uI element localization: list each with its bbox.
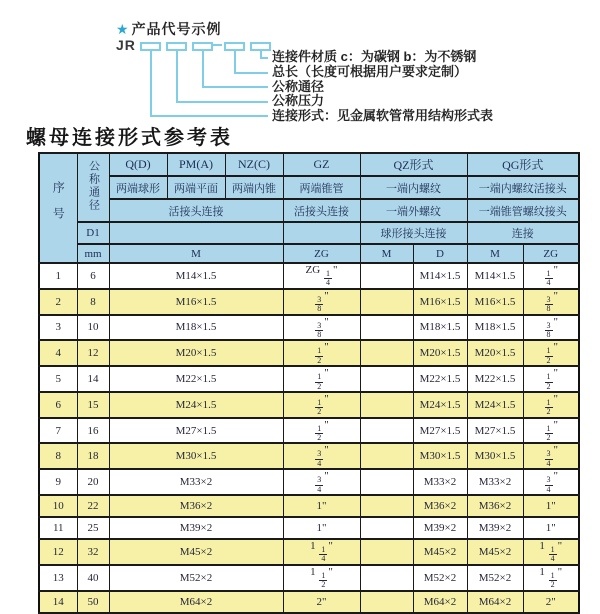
code-box-5 <box>250 42 271 51</box>
cell-qz-m <box>360 469 413 495</box>
cell-qz-d: M30×1.5 <box>413 443 467 469</box>
header-desc-gz: 两端锥管 <box>283 176 360 199</box>
cell-qz-d: M64×2 <box>413 591 467 613</box>
code-box-1 <box>140 42 161 51</box>
header-d1-connect: 连接 <box>467 222 579 244</box>
cell-qz-d: M36×2 <box>413 495 467 517</box>
table-row <box>39 591 579 613</box>
header-d1-empty-gz <box>283 222 360 244</box>
cell-thread-m: M14×1.5 <box>109 263 283 289</box>
cell-qg-zg: $\frac{1}{4}$ " <box>523 263 579 289</box>
cell-dn-mm: 12 <box>77 340 109 366</box>
cell-qg-m: M22×1.5 <box>467 366 523 392</box>
header-row-thread-cols <box>39 244 579 263</box>
cell-qg-m: M20×1.5 <box>467 340 523 366</box>
table-row <box>39 340 579 366</box>
cell-qz-d: M52×2 <box>413 565 467 591</box>
header-col-m-main: M <box>109 244 283 263</box>
cell-seq: 11 <box>39 517 77 539</box>
cell-qz-m <box>360 366 413 392</box>
cell-seq: 12 <box>39 539 77 565</box>
code-box-2 <box>166 42 187 51</box>
cell-gz-zg: $\frac{1}{2}$ " <box>283 340 360 366</box>
header-col-d-qz: D <box>413 244 467 263</box>
cell-qg-zg: $\frac{1}{2}$ " <box>523 392 579 418</box>
leader-line <box>150 115 268 117</box>
cell-qg-zg: 1" <box>523 517 579 539</box>
cell-qg-m: M27×1.5 <box>467 418 523 444</box>
cell-dn-mm: 22 <box>77 495 109 517</box>
cell-gz-zg: $\frac{3}{8}$ " <box>283 289 360 315</box>
code-box-4 <box>224 42 245 51</box>
header-desc-pma: 两端平面 <box>167 176 225 199</box>
leader-line <box>176 101 268 103</box>
cell-dn-mm: 18 <box>77 443 109 469</box>
header-desc-qd: 两端球形 <box>109 176 167 199</box>
cell-qg-zg: $\frac{3}{4}$ " <box>523 469 579 495</box>
cell-seq: 2 <box>39 289 77 315</box>
cell-gz-zg: ZG $\frac{1}{4}$ " <box>283 263 360 289</box>
leader-line <box>260 57 268 59</box>
header-d1-empty-left <box>109 222 283 244</box>
table-row <box>39 315 579 341</box>
product-code-heading-text: 产品代号示例 <box>131 21 222 37</box>
table-row <box>39 517 579 539</box>
table-row <box>39 539 579 565</box>
cell-dn-mm: 14 <box>77 366 109 392</box>
table-row <box>39 289 579 315</box>
cell-thread-m: M64×2 <box>109 591 283 613</box>
header-conn-qz: 一端外螺纹 <box>360 199 467 222</box>
cell-qg-zg: $\frac{1}{2}$ " <box>523 366 579 392</box>
cell-gz-zg: $\frac{3}{4}$ " <box>283 469 360 495</box>
header-mm-label: mm <box>77 244 109 263</box>
header-col-m-qg: M <box>467 244 523 263</box>
cell-qz-m <box>360 340 413 366</box>
cell-qg-zg: 2" <box>523 591 579 613</box>
header-desc-qz: 一端内螺纹 <box>360 176 467 199</box>
table-row <box>39 495 579 517</box>
header-form-nzc: NZ(C) <box>225 153 283 176</box>
cell-qz-m <box>360 443 413 469</box>
cell-seq: 13 <box>39 565 77 591</box>
cell-thread-m: M33×2 <box>109 469 283 495</box>
cell-qg-zg: 1 $\frac{1}{2}$ " <box>523 565 579 591</box>
cell-qg-m: M30×1.5 <box>467 443 523 469</box>
cell-gz-zg: $\frac{1}{2}$ " <box>283 392 360 418</box>
cell-qz-d: M39×2 <box>413 517 467 539</box>
leader-line <box>202 51 204 88</box>
header-nominal-diameter: 公称通径 <box>77 153 109 222</box>
header-seq: 序号 <box>39 153 77 263</box>
cell-qz-d: M18×1.5 <box>413 315 467 341</box>
cell-qz-m <box>360 315 413 341</box>
cell-qz-d: M24×1.5 <box>413 392 467 418</box>
leader-line <box>202 86 268 88</box>
cell-dn-mm: 6 <box>77 263 109 289</box>
cell-thread-m: M27×1.5 <box>109 418 283 444</box>
cell-qg-zg: $\frac{1}{2}$ " <box>523 340 579 366</box>
table-row <box>39 469 579 495</box>
cell-qg-m: M36×2 <box>467 495 523 517</box>
cell-qg-zg: $\frac{1}{2}$ " <box>523 418 579 444</box>
cell-qz-m <box>360 517 413 539</box>
cell-qg-m: M52×2 <box>467 565 523 591</box>
cell-seq: 14 <box>39 591 77 613</box>
cell-gz-zg: 1 $\frac{1}{2}$ " <box>283 565 360 591</box>
table-body <box>39 263 579 613</box>
cell-seq: 9 <box>39 469 77 495</box>
cell-dn-mm: 40 <box>77 565 109 591</box>
cell-qz-m <box>360 392 413 418</box>
cell-qg-m: M64×2 <box>467 591 523 613</box>
header-conn-union: 活接头连接 <box>109 199 283 222</box>
cell-thread-m: M30×1.5 <box>109 443 283 469</box>
code-label-length: 总长（长度可根据用户要求定制） <box>272 64 468 79</box>
cell-qz-m <box>360 495 413 517</box>
cell-gz-zg: 1" <box>283 495 360 517</box>
leader-line <box>176 51 178 103</box>
header-form-qd: Q(D) <box>109 153 167 176</box>
cell-qz-m <box>360 263 413 289</box>
cell-qz-d: M14×1.5 <box>413 263 467 289</box>
cell-qg-m: M39×2 <box>467 517 523 539</box>
cell-qz-d: M16×1.5 <box>413 289 467 315</box>
cell-seq: 3 <box>39 315 77 341</box>
cell-dn-mm: 20 <box>77 469 109 495</box>
table-row <box>39 392 579 418</box>
cell-qz-d: M45×2 <box>413 539 467 565</box>
cell-qz-m <box>360 565 413 591</box>
header-d1-ball-joint: 球形接头连接 <box>360 222 467 244</box>
cell-dn-mm: 15 <box>77 392 109 418</box>
cell-dn-mm: 10 <box>77 315 109 341</box>
cell-dn-mm: 50 <box>77 591 109 613</box>
cell-qg-m: M24×1.5 <box>467 392 523 418</box>
code-box-3 <box>192 42 213 51</box>
cell-qg-m: M16×1.5 <box>467 289 523 315</box>
leader-line <box>234 51 236 74</box>
header-conn-qg: 一端锥管螺纹接头 <box>467 199 579 222</box>
cell-qg-m: M18×1.5 <box>467 315 523 341</box>
cell-thread-m: M22×1.5 <box>109 366 283 392</box>
cell-thread-m: M18×1.5 <box>109 315 283 341</box>
code-dash <box>213 44 222 46</box>
cell-thread-m: M20×1.5 <box>109 340 283 366</box>
cell-qz-m <box>360 539 413 565</box>
table-row <box>39 366 579 392</box>
cell-qz-d: M22×1.5 <box>413 366 467 392</box>
header-conn-gz: 活接头连接 <box>283 199 360 222</box>
cell-gz-zg: $\frac{1}{2}$ " <box>283 418 360 444</box>
table-row <box>39 443 579 469</box>
code-label-connection: 连接形式：见金属软管常用结构形式表 <box>272 108 494 123</box>
header-col-zg-qg: ZG <box>523 244 579 263</box>
header-row-forms <box>39 153 579 176</box>
cell-dn-mm: 16 <box>77 418 109 444</box>
header-form-pma: PM(A) <box>167 153 225 176</box>
table-row <box>39 263 579 289</box>
cell-gz-zg: 2" <box>283 591 360 613</box>
cell-gz-zg: $\frac{3}{4}$ " <box>283 443 360 469</box>
code-label-material: 连接件材质 c：为碳钢 b：为不锈钢 <box>272 49 477 64</box>
header-d1-label: D1 <box>77 222 109 244</box>
header-desc-nzc: 两端内锥 <box>225 176 283 199</box>
cell-qg-zg: 1" <box>523 495 579 517</box>
cell-qz-m <box>360 418 413 444</box>
cell-gz-zg: 1" <box>283 517 360 539</box>
cell-seq: 4 <box>39 340 77 366</box>
header-form-qg: QG形式 <box>467 153 579 176</box>
leader-line <box>234 72 268 74</box>
star-icon: ★ <box>116 21 130 37</box>
cell-qg-m: M45×2 <box>467 539 523 565</box>
cell-qz-m <box>360 289 413 315</box>
cell-thread-m: M45×2 <box>109 539 283 565</box>
cell-thread-m: M36×2 <box>109 495 283 517</box>
nut-connection-table <box>38 152 580 614</box>
cell-qz-d: M27×1.5 <box>413 418 467 444</box>
cell-qz-d: M33×2 <box>413 469 467 495</box>
cell-gz-zg: 1 $\frac{1}{4}$ " <box>283 539 360 565</box>
cell-thread-m: M39×2 <box>109 517 283 539</box>
cell-seq: 6 <box>39 392 77 418</box>
header-col-zg-gz: ZG <box>283 244 360 263</box>
header-form-qz: QZ形式 <box>360 153 467 176</box>
header-row-connections <box>39 199 579 222</box>
table-title: 螺母连接形式参考表 <box>26 127 233 149</box>
code-label-pressure: 公称压力 <box>272 93 325 108</box>
cell-qz-m <box>360 591 413 613</box>
header-form-gz: GZ <box>283 153 360 176</box>
header-col-m-qz: M <box>360 244 413 263</box>
header-desc-qg: 一端内螺纹活接头 <box>467 176 579 199</box>
cell-dn-mm: 25 <box>77 517 109 539</box>
cell-qg-zg: $\frac{3}{8}$ " <box>523 315 579 341</box>
cell-qg-zg: $\frac{3}{8}$ " <box>523 289 579 315</box>
cell-dn-mm: 8 <box>77 289 109 315</box>
cell-seq: 8 <box>39 443 77 469</box>
leader-line <box>150 51 152 117</box>
cell-qz-d: M20×1.5 <box>413 340 467 366</box>
cell-thread-m: M52×2 <box>109 565 283 591</box>
cell-seq: 5 <box>39 366 77 392</box>
cell-seq: 10 <box>39 495 77 517</box>
cell-dn-mm: 32 <box>77 539 109 565</box>
cell-qg-zg: 1 $\frac{1}{4}$ " <box>523 539 579 565</box>
product-code-heading <box>116 19 222 39</box>
cell-thread-m: M16×1.5 <box>109 289 283 315</box>
cell-qg-zg: $\frac{3}{4}$ " <box>523 443 579 469</box>
table-row <box>39 565 579 591</box>
code-label-diameter: 公称通径 <box>272 79 325 94</box>
table-row <box>39 418 579 444</box>
cell-gz-zg: $\frac{3}{8}$ " <box>283 315 360 341</box>
cell-thread-m: M24×1.5 <box>109 392 283 418</box>
cell-gz-zg: $\frac{1}{2}$ " <box>283 366 360 392</box>
cell-seq: 7 <box>39 418 77 444</box>
header-row-descriptions <box>39 176 579 199</box>
header-row-d1 <box>39 222 579 244</box>
product-code-prefix: JR <box>116 37 136 53</box>
cell-qg-m: M14×1.5 <box>467 263 523 289</box>
cell-qg-m: M33×2 <box>467 469 523 495</box>
cell-seq: 1 <box>39 263 77 289</box>
